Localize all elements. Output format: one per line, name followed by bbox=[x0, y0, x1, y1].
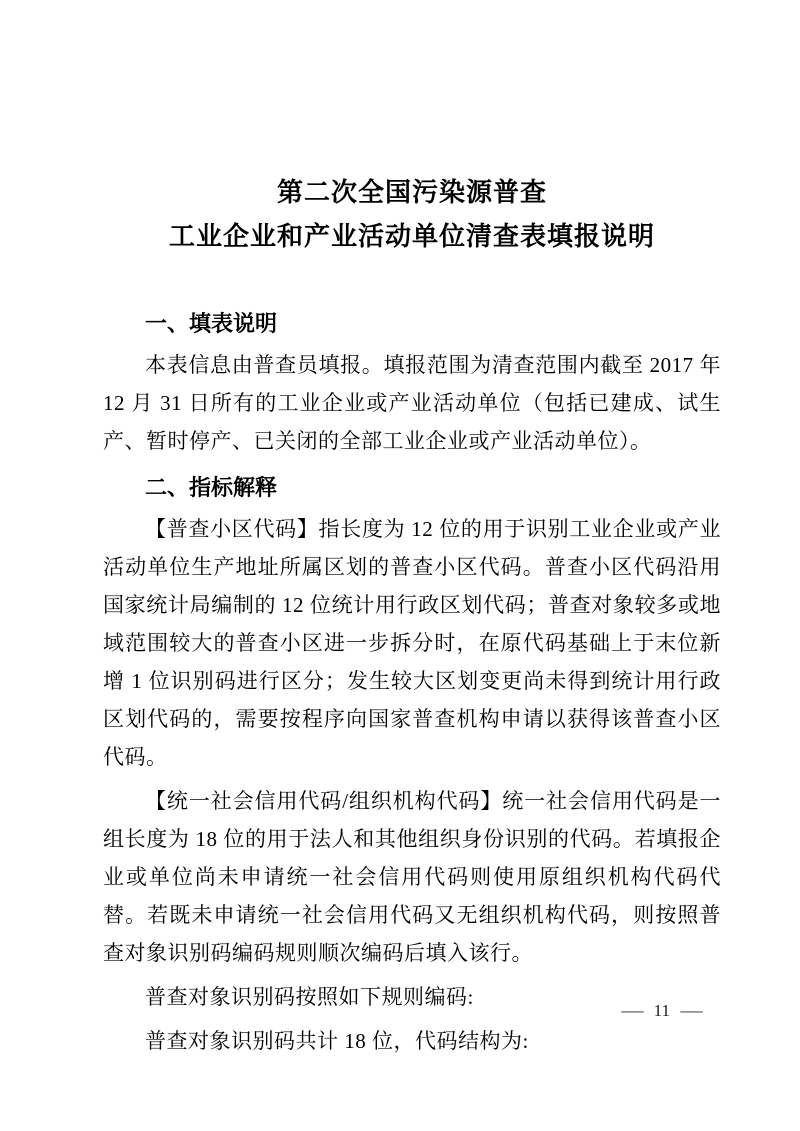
section-2-paragraph-2: 【统一社会信用代码/组织机构代码】统一社会信用代码是一组长度为 18 位的用于法人和其他组织身份识别的代码。若填报企业或单位尚未申请统一社会信用代码则使用原组织机构代码代替。若既未申请统一社会信用代码又无组织机构代码，则按照普查对象识别码编码规则顺次编码后填入该行。 bbox=[103, 789, 721, 965]
section-2-paragraph-4: 普查对象识别码共计 18 位，代码结构为: bbox=[145, 1029, 529, 1053]
title-line-2: 工业企业和产业活动单位清查表填报说明 bbox=[168, 221, 655, 251]
section-1-paragraph-1: 本表信息由普查员填报。填报范围为清查范围内截至 2017 年 12 月 31 日所有的工业企业或产业活动单位（包括已建成、试生产、暂时停产、已关闭的全部工业企业或产业活动单位）。 bbox=[103, 353, 721, 453]
title-line-1: 第二次全国污染源普查 bbox=[276, 177, 547, 207]
page-number: 11 bbox=[653, 1001, 670, 1020]
document-title bbox=[103, 0, 721, 258]
section-heading-2: 二、指标解释 bbox=[145, 475, 278, 500]
section-2-paragraph-1: 【普查小区代码】指长度为 12 位的用于识别工业企业或产业活动单位生产地址所属区划的普查小区代码。普查小区代码沿用国家统计局编制的 12 位统计用行政区划代码；普查对象较多或地域范围较大的普查小区进一步拆分时，在原代码基础上于末位新增 1 位识别码进行区分；发生较大区划变更尚未得到统计用行政区划代码的，需要按程序向国家普查机构申请以获得该普查小区代码。 bbox=[103, 517, 721, 769]
footer-dash-right: — bbox=[680, 1001, 703, 1020]
section-heading-1: 一、填表说明 bbox=[145, 311, 278, 336]
section-2-paragraph-3: 普查对象识别码按照如下规则编码: bbox=[145, 985, 474, 1009]
page-footer bbox=[621, 1000, 703, 1022]
document-content bbox=[103, 0, 721, 1060]
footer-dash-left: — bbox=[621, 1001, 644, 1020]
